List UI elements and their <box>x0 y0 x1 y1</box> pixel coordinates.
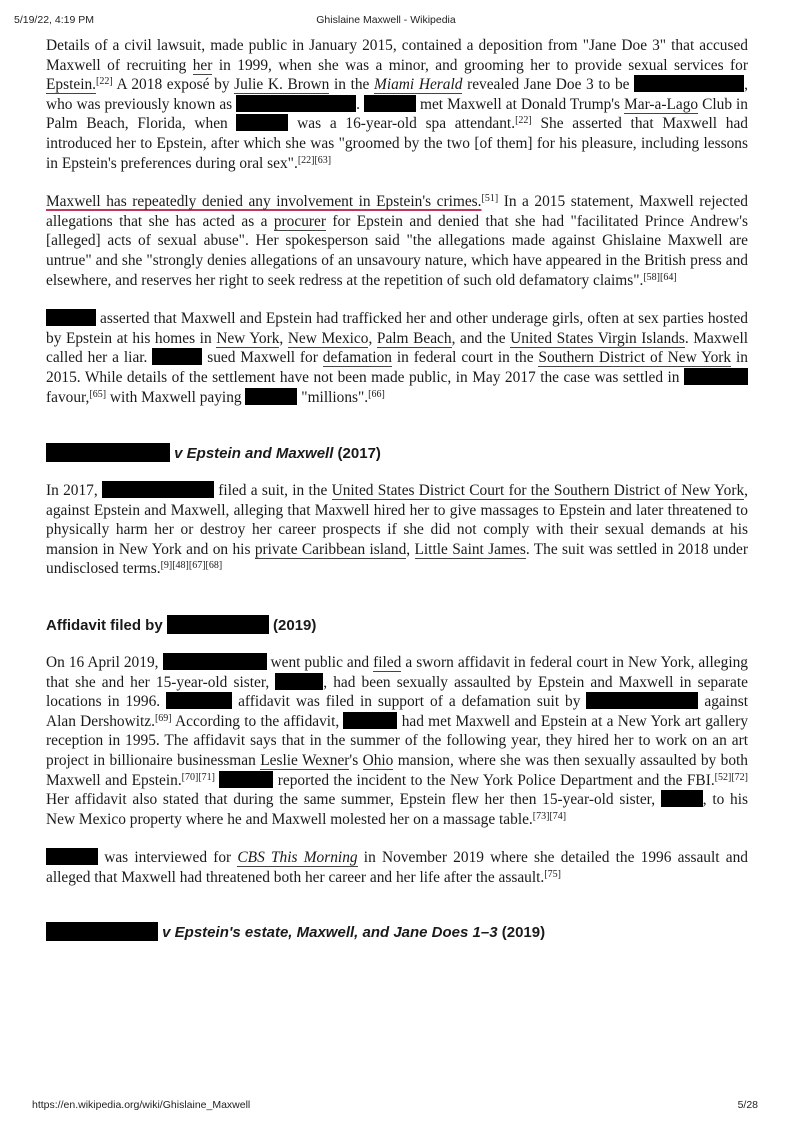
link-miami-herald[interactable]: Miami Herald <box>374 76 463 94</box>
print-timestamp: 5/19/22, 4:19 PM <box>14 14 94 26</box>
link-private-caribbean-island[interactable]: private Caribbean island <box>254 540 407 558</box>
link-little-saint-james[interactable]: Little Saint James <box>414 540 526 558</box>
paragraph-affidavit: On 16 April 2019, went public and filed a sworn affidavit in federal court in New York, alleging that she and her 15-year-old sister, , had been sexually assaulted by Epstein and Maxwell in separate locations in 1996. affidavit was filed in support of a defamation suit by against Alan Dershowitz.[69] According to the affidavit, had met Maxwell and Epstein at a New York art gallery reception in 1995. The affidavit says that in the summer of the following year, they hired her to work on an art project in billionaire businessman Leslie Wexner's Ohio mansion, where she was then sexually assaulted by both Maxwell and Epstein.[70][71] reported the incident to the New York Police Department and the FBI.[52][72] Her affidavit also stated that during the same summer, Epstein flew her then 15-year-old sister, , to his New Mexico property where he and Maxwell molested her on a massage table.[73][74] <box>46 654 749 828</box>
section-heading-estate-suit: v Epstein's estate, Maxwell, and Jane Does 1–3 (2019) <box>46 922 748 943</box>
redaction-bar <box>46 309 96 326</box>
print-url: https://en.wikipedia.org/wiki/Ghislaine_Maxwell <box>32 1099 251 1111</box>
citation[interactable]: [66] <box>368 388 385 400</box>
redaction-bar <box>275 673 323 690</box>
redaction-bar <box>163 653 267 670</box>
link-filed[interactable]: filed <box>373 654 402 672</box>
citation[interactable]: [22][63] <box>297 154 332 166</box>
citation[interactable]: [22] <box>515 115 532 127</box>
section-heading-affidavit: Affidavit filed by (2019) <box>46 617 317 635</box>
article-content <box>46 36 748 960</box>
citation[interactable]: [58][64] <box>643 271 677 283</box>
link-us-virgin-islands[interactable]: United States Virgin Islands <box>510 329 685 347</box>
link-leslie-wexner[interactable]: Leslie Wexner <box>260 752 350 770</box>
redaction-bar <box>634 75 744 92</box>
paragraph-2017-suit: In 2017, filed a suit, in the United States District Court for the Southern District of New York, against Epstein and Maxwell, alleging that Maxwell hired her to give massages to Epstein and later threatened to physically harm her or destroy her career prospects if she did not comply with their sexual demands at his mansion in New York and on his private Caribbean island, Little Saint James. The suit was settled in 2018 under undisclosed terms.[9][48][67][68] <box>46 482 749 578</box>
link-defamation[interactable]: defamation <box>322 349 392 367</box>
redaction-bar <box>46 848 98 865</box>
link-new-mexico[interactable]: New Mexico <box>287 329 369 347</box>
citation[interactable]: [22] <box>96 76 113 88</box>
section-heading-2017-suit: v Epstein and Maxwell (2017) <box>46 443 748 464</box>
redaction-bar <box>46 443 170 462</box>
redaction-bar <box>236 114 288 131</box>
link-ohio[interactable]: Ohio <box>362 752 394 770</box>
redaction-bar <box>236 95 356 112</box>
citation[interactable]: [70][71] <box>181 771 215 783</box>
redaction-bar <box>343 712 397 729</box>
redaction-bar <box>586 692 698 709</box>
citation[interactable]: [75] <box>544 869 561 880</box>
citation[interactable]: [51] <box>481 193 499 205</box>
print-page-title: Ghislaine Maxwell - Wikipedia <box>316 14 456 26</box>
paragraph-jane-doe-3: Details of a civil lawsuit, made public in January 2015, contained a deposition from "Jane Doe 3" that accused Maxwell of recruiting her in 1999, when she was a minor, and grooming her to provide sexual services for Epstein.[22] A 2018 exposé by Julie K. Brown in the Miami Herald revealed Jane Doe 3 to be , who was previously known as . met Maxwell at Donald Trump's Mar-a-Lago Club in Palm Beach, Florida, when was a 16-year-old spa attendant.[22] She asserted that Maxwell had introduced her to Epstein, after which she was "groomed by the two [of them] for his pleasure, including lessons in Epstein's preferences during oral sex".[22][63] <box>46 37 748 172</box>
citation[interactable]: [9][48][67][68] <box>160 560 223 572</box>
link-julie-k-brown[interactable]: Julie K. Brown <box>234 76 330 94</box>
paragraph-trafficking-claims: asserted that Maxwell and Epstein had trafficked her and other underage girls, often at sex parties hosted by Epstein at his homes in New York, New Mexico, Palm Beach, and the United States Virgin Islands. Maxwell called her a liar. sued Maxwell for defamation in federal court in the Southern District of New York in 2015. While details of the settlement have not been made public, in May 2017 the case was settled in favour,[65] with Maxwell paying "millions".[66] <box>46 310 749 406</box>
link-palm-beach[interactable]: Palm Beach <box>376 329 452 347</box>
redaction-bar <box>102 481 214 498</box>
redaction-bar <box>245 388 297 405</box>
link-sdny-court[interactable]: United States District Court for the Southern District of New York <box>331 482 745 500</box>
redaction-bar <box>152 348 202 365</box>
print-page-number: 5/28 <box>737 1099 758 1111</box>
redaction-bar <box>46 922 158 941</box>
redaction-bar <box>661 790 703 807</box>
link-new-york[interactable]: New York <box>216 329 280 347</box>
redaction-bar <box>167 615 269 634</box>
citation[interactable]: [52][72] <box>714 771 748 783</box>
redaction-bar <box>364 95 416 112</box>
citation[interactable]: [73][74] <box>532 810 567 822</box>
redaction-bar <box>166 692 232 709</box>
link-cbs-this-morning[interactable]: CBS This Morning <box>237 849 358 867</box>
redaction-bar <box>219 771 273 788</box>
paragraph-cbs-interview: was interviewed for CBS This Morning in November 2019 where she detailed the 1996 assault and alleged that Maxwell had threatened both her career and her life after the assault.[75] <box>46 849 748 886</box>
link-procurer[interactable]: procurer <box>273 212 326 230</box>
redaction-bar <box>684 368 748 385</box>
link-her[interactable]: her <box>192 56 213 74</box>
citation[interactable]: [69] <box>154 712 172 724</box>
link-southern-district-ny[interactable]: Southern District of New York <box>538 349 732 367</box>
link-epstein[interactable]: Epstein. <box>46 76 97 94</box>
citation[interactable]: [65] <box>89 388 107 400</box>
link-mar-a-lago[interactable]: Mar-a-Lago <box>624 95 699 113</box>
paragraph-denials: Maxwell has repeatedly denied any involvement in Epstein's crimes.[51] In a 2015 statement, Maxwell rejected allegations that she has acted as a procurer for Epstein and denied that she had "facilitated Prince Andrew's [alleged] acts of sexual abuse". Her spokesperson said "the allegations made against Ghislaine Maxwell are untrue" and she "strongly denies allegations of an unsavoury nature, which have appeared in the British press and elsewhere, and reserves her right to seek redress at the repetition of such old defamatory claims".[58][64] <box>46 193 748 289</box>
